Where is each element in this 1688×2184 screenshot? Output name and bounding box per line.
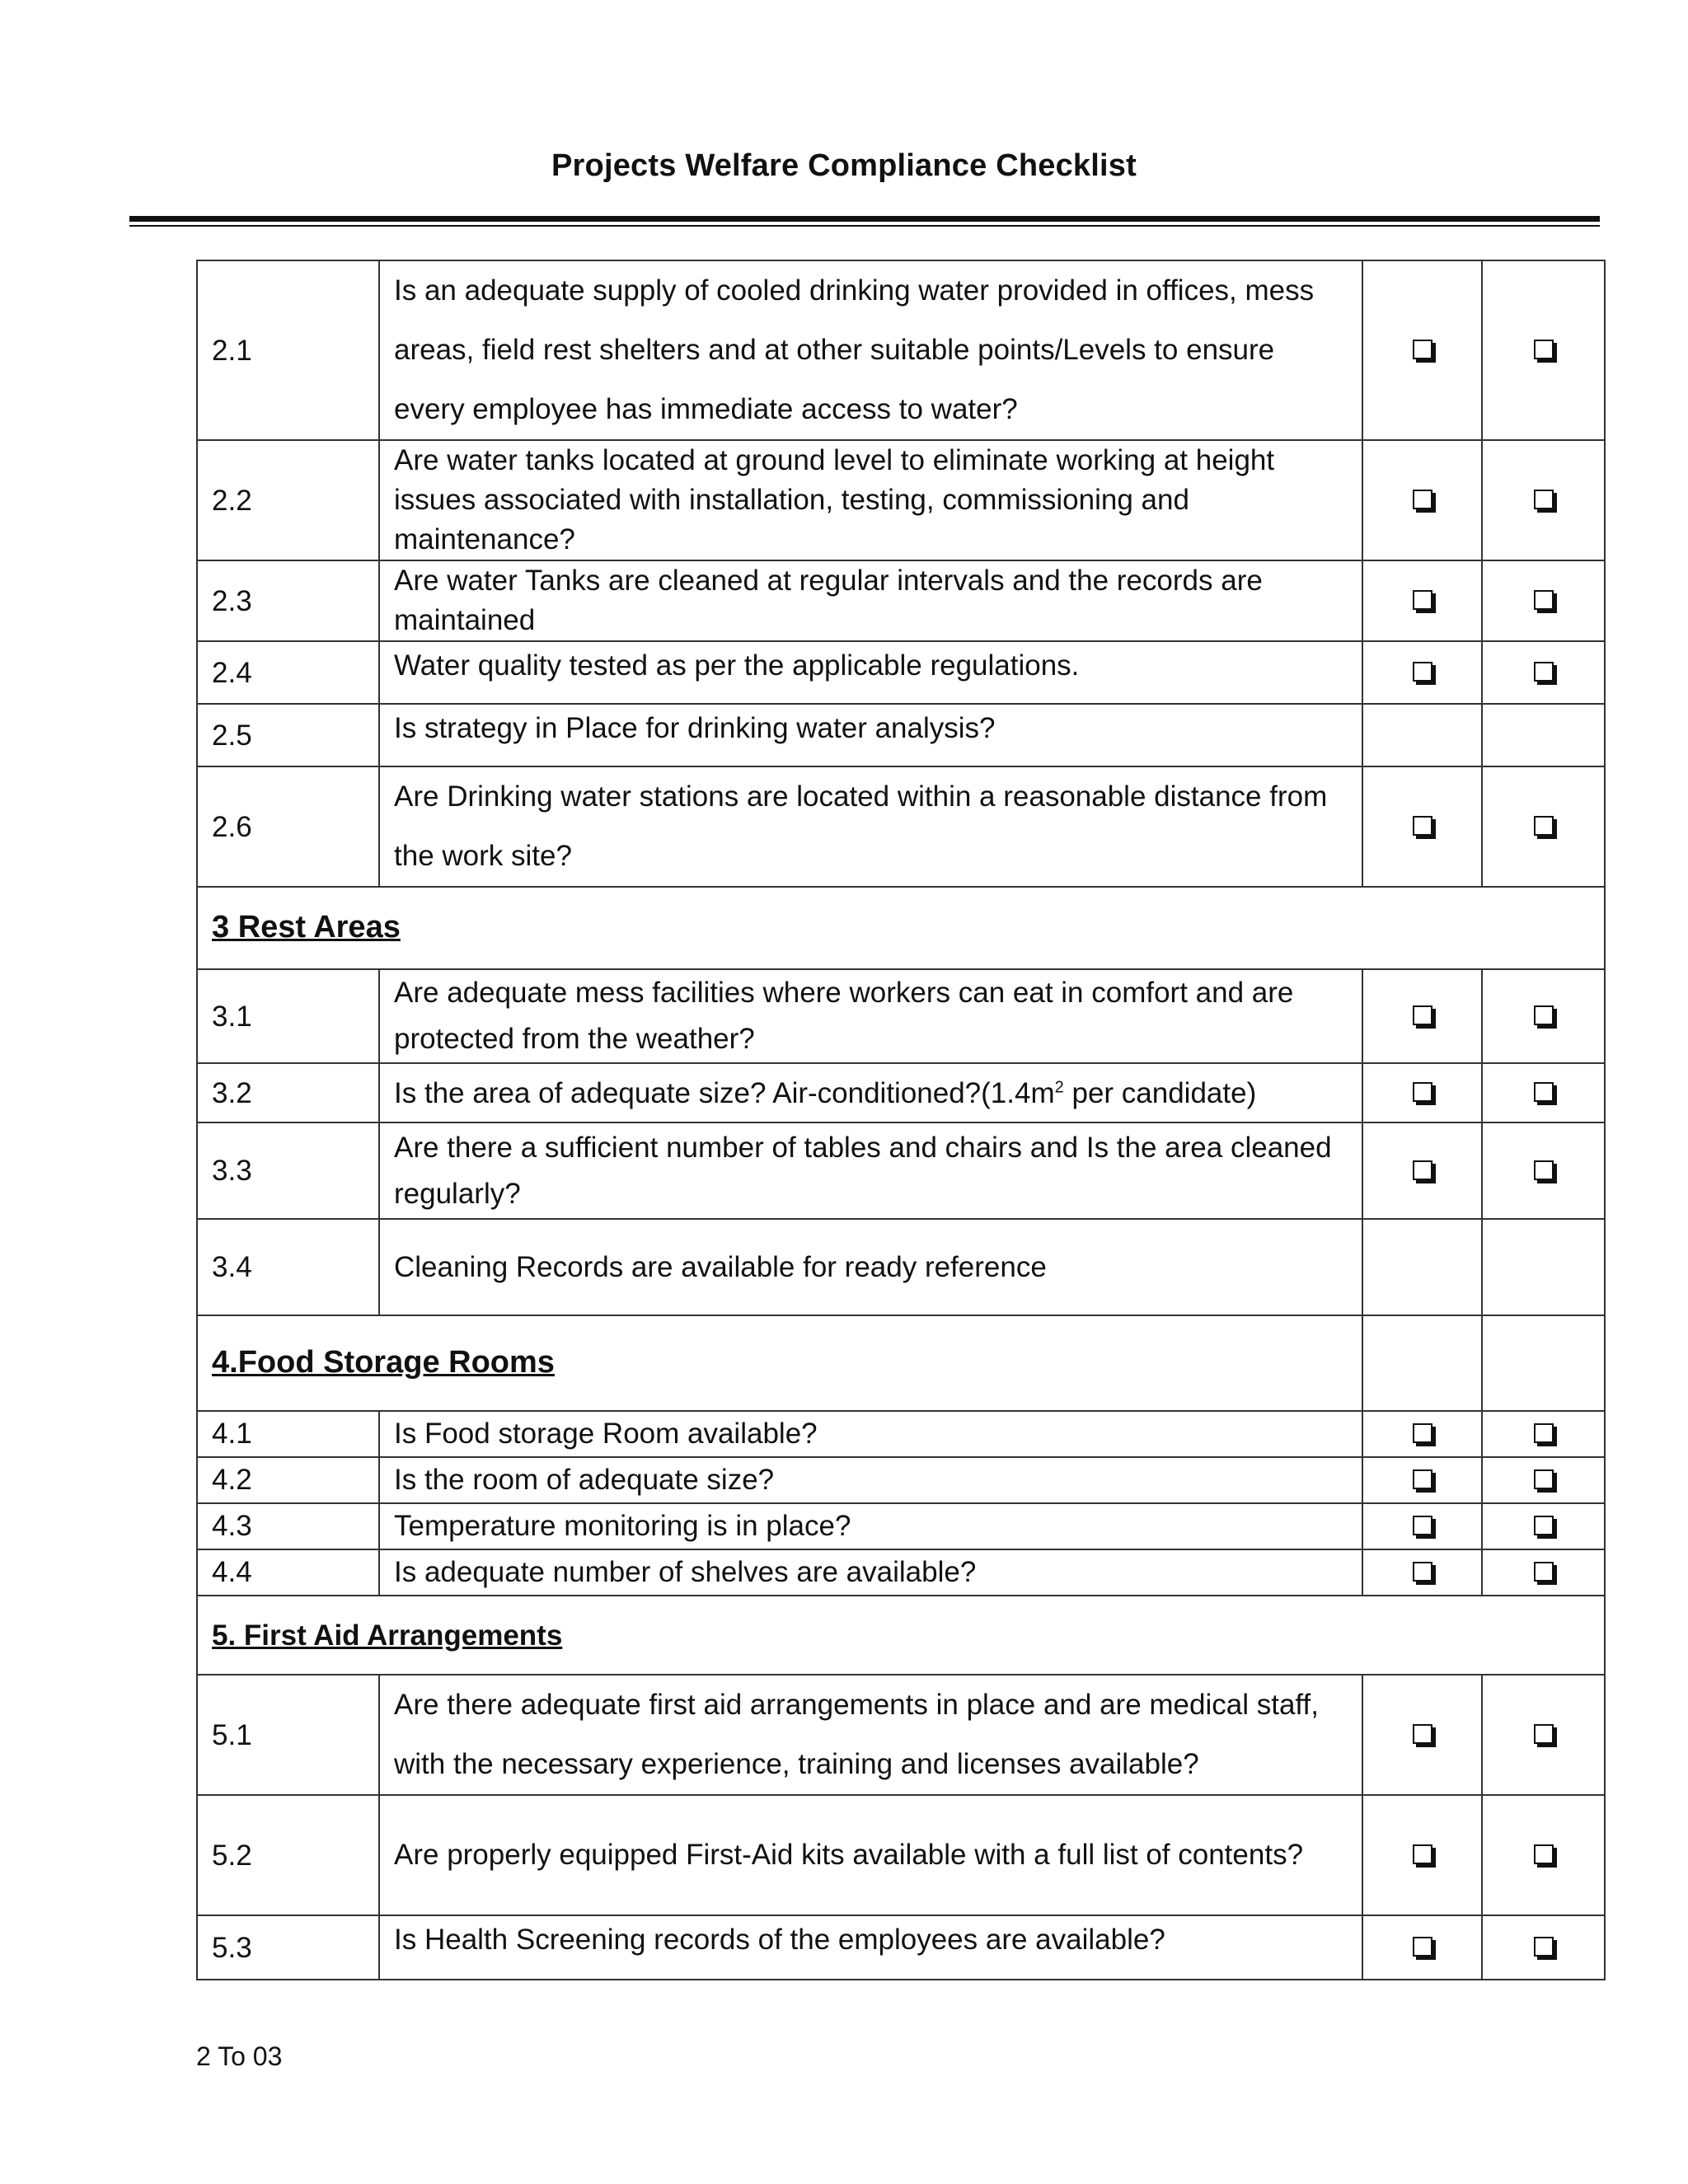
table-row (197, 1915, 1605, 1980)
header-rule-thin (129, 225, 1600, 227)
section-row (197, 1315, 1605, 1411)
section-row (197, 887, 1605, 969)
empty-cell (1362, 1315, 1482, 1411)
checkbox-yes[interactable] (1413, 1844, 1432, 1864)
table-row (197, 1122, 1605, 1219)
checkbox-yes[interactable] (1413, 1469, 1432, 1489)
checklist-table (196, 260, 1606, 1980)
item-question: Are adequate mess facilities where workers can eat in comfort and are protected from the weather? (379, 969, 1362, 1063)
item-number: 3.1 (197, 969, 379, 1063)
checkbox-yes[interactable] (1413, 1724, 1432, 1744)
checkbox-yes[interactable] (1413, 1005, 1432, 1025)
checkbox-yes[interactable] (1413, 1562, 1432, 1582)
item-number: 4.3 (197, 1503, 379, 1549)
item-question: Are water Tanks are cleaned at regular intervals and the records are maintained (379, 560, 1362, 641)
item-question: Is Food storage Room available? (379, 1411, 1362, 1457)
item-number: 4.4 (197, 1549, 379, 1596)
section-row (197, 1596, 1605, 1675)
superscript: 2 (1054, 1077, 1064, 1096)
empty-cell (1482, 1315, 1605, 1411)
checkbox-no[interactable] (1534, 490, 1554, 509)
item-number: 2.5 (197, 704, 379, 766)
table-row (197, 969, 1605, 1063)
table-row (197, 641, 1605, 704)
item-question: Are Drinking water stations are located within a reasonable distance from the work site? (379, 766, 1362, 887)
item-question: Is adequate number of shelves are available? (379, 1549, 1362, 1596)
table-row (197, 1549, 1605, 1596)
item-question (379, 1063, 1362, 1122)
checkbox-no[interactable] (1534, 1937, 1554, 1957)
checkbox-no[interactable] (1534, 590, 1554, 610)
checkbox-yes[interactable] (1413, 662, 1432, 682)
item-number: 3.2 (197, 1063, 379, 1122)
checkbox-yes[interactable] (1413, 1160, 1432, 1180)
table-row (197, 1457, 1605, 1503)
table-row (197, 560, 1605, 641)
item-number: 5.2 (197, 1795, 379, 1915)
page-number: 2 To 03 (196, 2041, 283, 2071)
item-question: Cleaning Records are available for ready reference (379, 1219, 1362, 1315)
checkbox-no[interactable] (1534, 662, 1554, 682)
empty-cell (1482, 1219, 1605, 1315)
item-number: 2.4 (197, 641, 379, 704)
item-number: 2.3 (197, 560, 379, 641)
item-number: 5.3 (197, 1915, 379, 1980)
table-row (197, 1219, 1605, 1315)
item-number: 2.1 (197, 260, 379, 440)
item-number: 5.1 (197, 1675, 379, 1795)
checkbox-no[interactable] (1534, 1562, 1554, 1582)
header-rule-thick (129, 216, 1600, 222)
table-row (197, 260, 1605, 440)
checkbox-no[interactable] (1534, 1005, 1554, 1025)
checkbox-no[interactable] (1534, 340, 1554, 359)
table-row (197, 1411, 1605, 1457)
checkbox-yes[interactable] (1413, 1423, 1432, 1443)
checkbox-no[interactable] (1534, 1469, 1554, 1489)
section-title-food-storage: 4.Food Storage Rooms (212, 1345, 555, 1380)
question-text-cont: per candidate) (1063, 1076, 1257, 1109)
item-number: 4.2 (197, 1457, 379, 1503)
item-question: Temperature monitoring is in place? (379, 1503, 1362, 1549)
checkbox-no[interactable] (1534, 1082, 1554, 1102)
empty-cell (1362, 704, 1482, 766)
item-question: Are water tanks located at ground level to eliminate working at height issues associated with installation, testing, commissioning and maintenance? (379, 440, 1362, 560)
item-question: Water quality tested as per the applicable regulations. (379, 641, 1362, 704)
item-question: Is an adequate supply of cooled drinking water provided in offices, mess areas, field rest shelters and at other suitable points/Levels to ensure every employee has immediate access to water? (379, 260, 1362, 440)
item-number: 3.4 (197, 1219, 379, 1315)
item-number: 2.6 (197, 766, 379, 887)
checkbox-no[interactable] (1534, 1844, 1554, 1864)
item-question: Are there adequate first aid arrangements in place and are medical staff, with the necessary experience, training and licenses available? (379, 1675, 1362, 1795)
table-row (197, 1503, 1605, 1549)
empty-cell (1482, 704, 1605, 766)
question-text: Is the area of adequate size? Air-conditioned?(1.4m (394, 1076, 1055, 1109)
checkbox-yes[interactable] (1413, 590, 1432, 610)
item-number: 3.3 (197, 1122, 379, 1219)
checkbox-no[interactable] (1534, 1516, 1554, 1535)
item-question: Is the room of adequate size? (379, 1457, 1362, 1503)
item-question: Is Health Screening records of the employees are available? (379, 1915, 1362, 1980)
checkbox-yes[interactable] (1413, 1082, 1432, 1102)
table-row (197, 1675, 1605, 1795)
table-row (197, 766, 1605, 887)
checkbox-yes[interactable] (1413, 1516, 1432, 1535)
item-question: Are there a sufficient number of tables and chairs and Is the area cleaned regularly? (379, 1122, 1362, 1219)
checkbox-yes[interactable] (1413, 340, 1432, 359)
item-number: 4.1 (197, 1411, 379, 1457)
checkbox-yes[interactable] (1413, 490, 1432, 509)
item-number: 2.2 (197, 440, 379, 560)
section-title-rest-areas: 3 Rest Areas (212, 910, 401, 945)
item-question: Is strategy in Place for drinking water analysis? (379, 704, 1362, 766)
page-title: Projects Welfare Compliance Checklist (551, 148, 1137, 183)
table-row (197, 440, 1605, 560)
item-question: Are properly equipped First-Aid kits available with a full list of contents? (379, 1795, 1362, 1915)
checkbox-no[interactable] (1534, 1160, 1554, 1180)
table-row (197, 1063, 1605, 1122)
checkbox-no[interactable] (1534, 1423, 1554, 1443)
table-row (197, 704, 1605, 766)
empty-cell (1362, 1219, 1482, 1315)
checkbox-yes[interactable] (1413, 1937, 1432, 1957)
checkbox-yes[interactable] (1413, 816, 1432, 836)
section-title-first-aid: 5. First Aid Arrangements (212, 1619, 563, 1652)
checkbox-no[interactable] (1534, 1724, 1554, 1744)
table-row (197, 1795, 1605, 1915)
checkbox-no[interactable] (1534, 816, 1554, 836)
